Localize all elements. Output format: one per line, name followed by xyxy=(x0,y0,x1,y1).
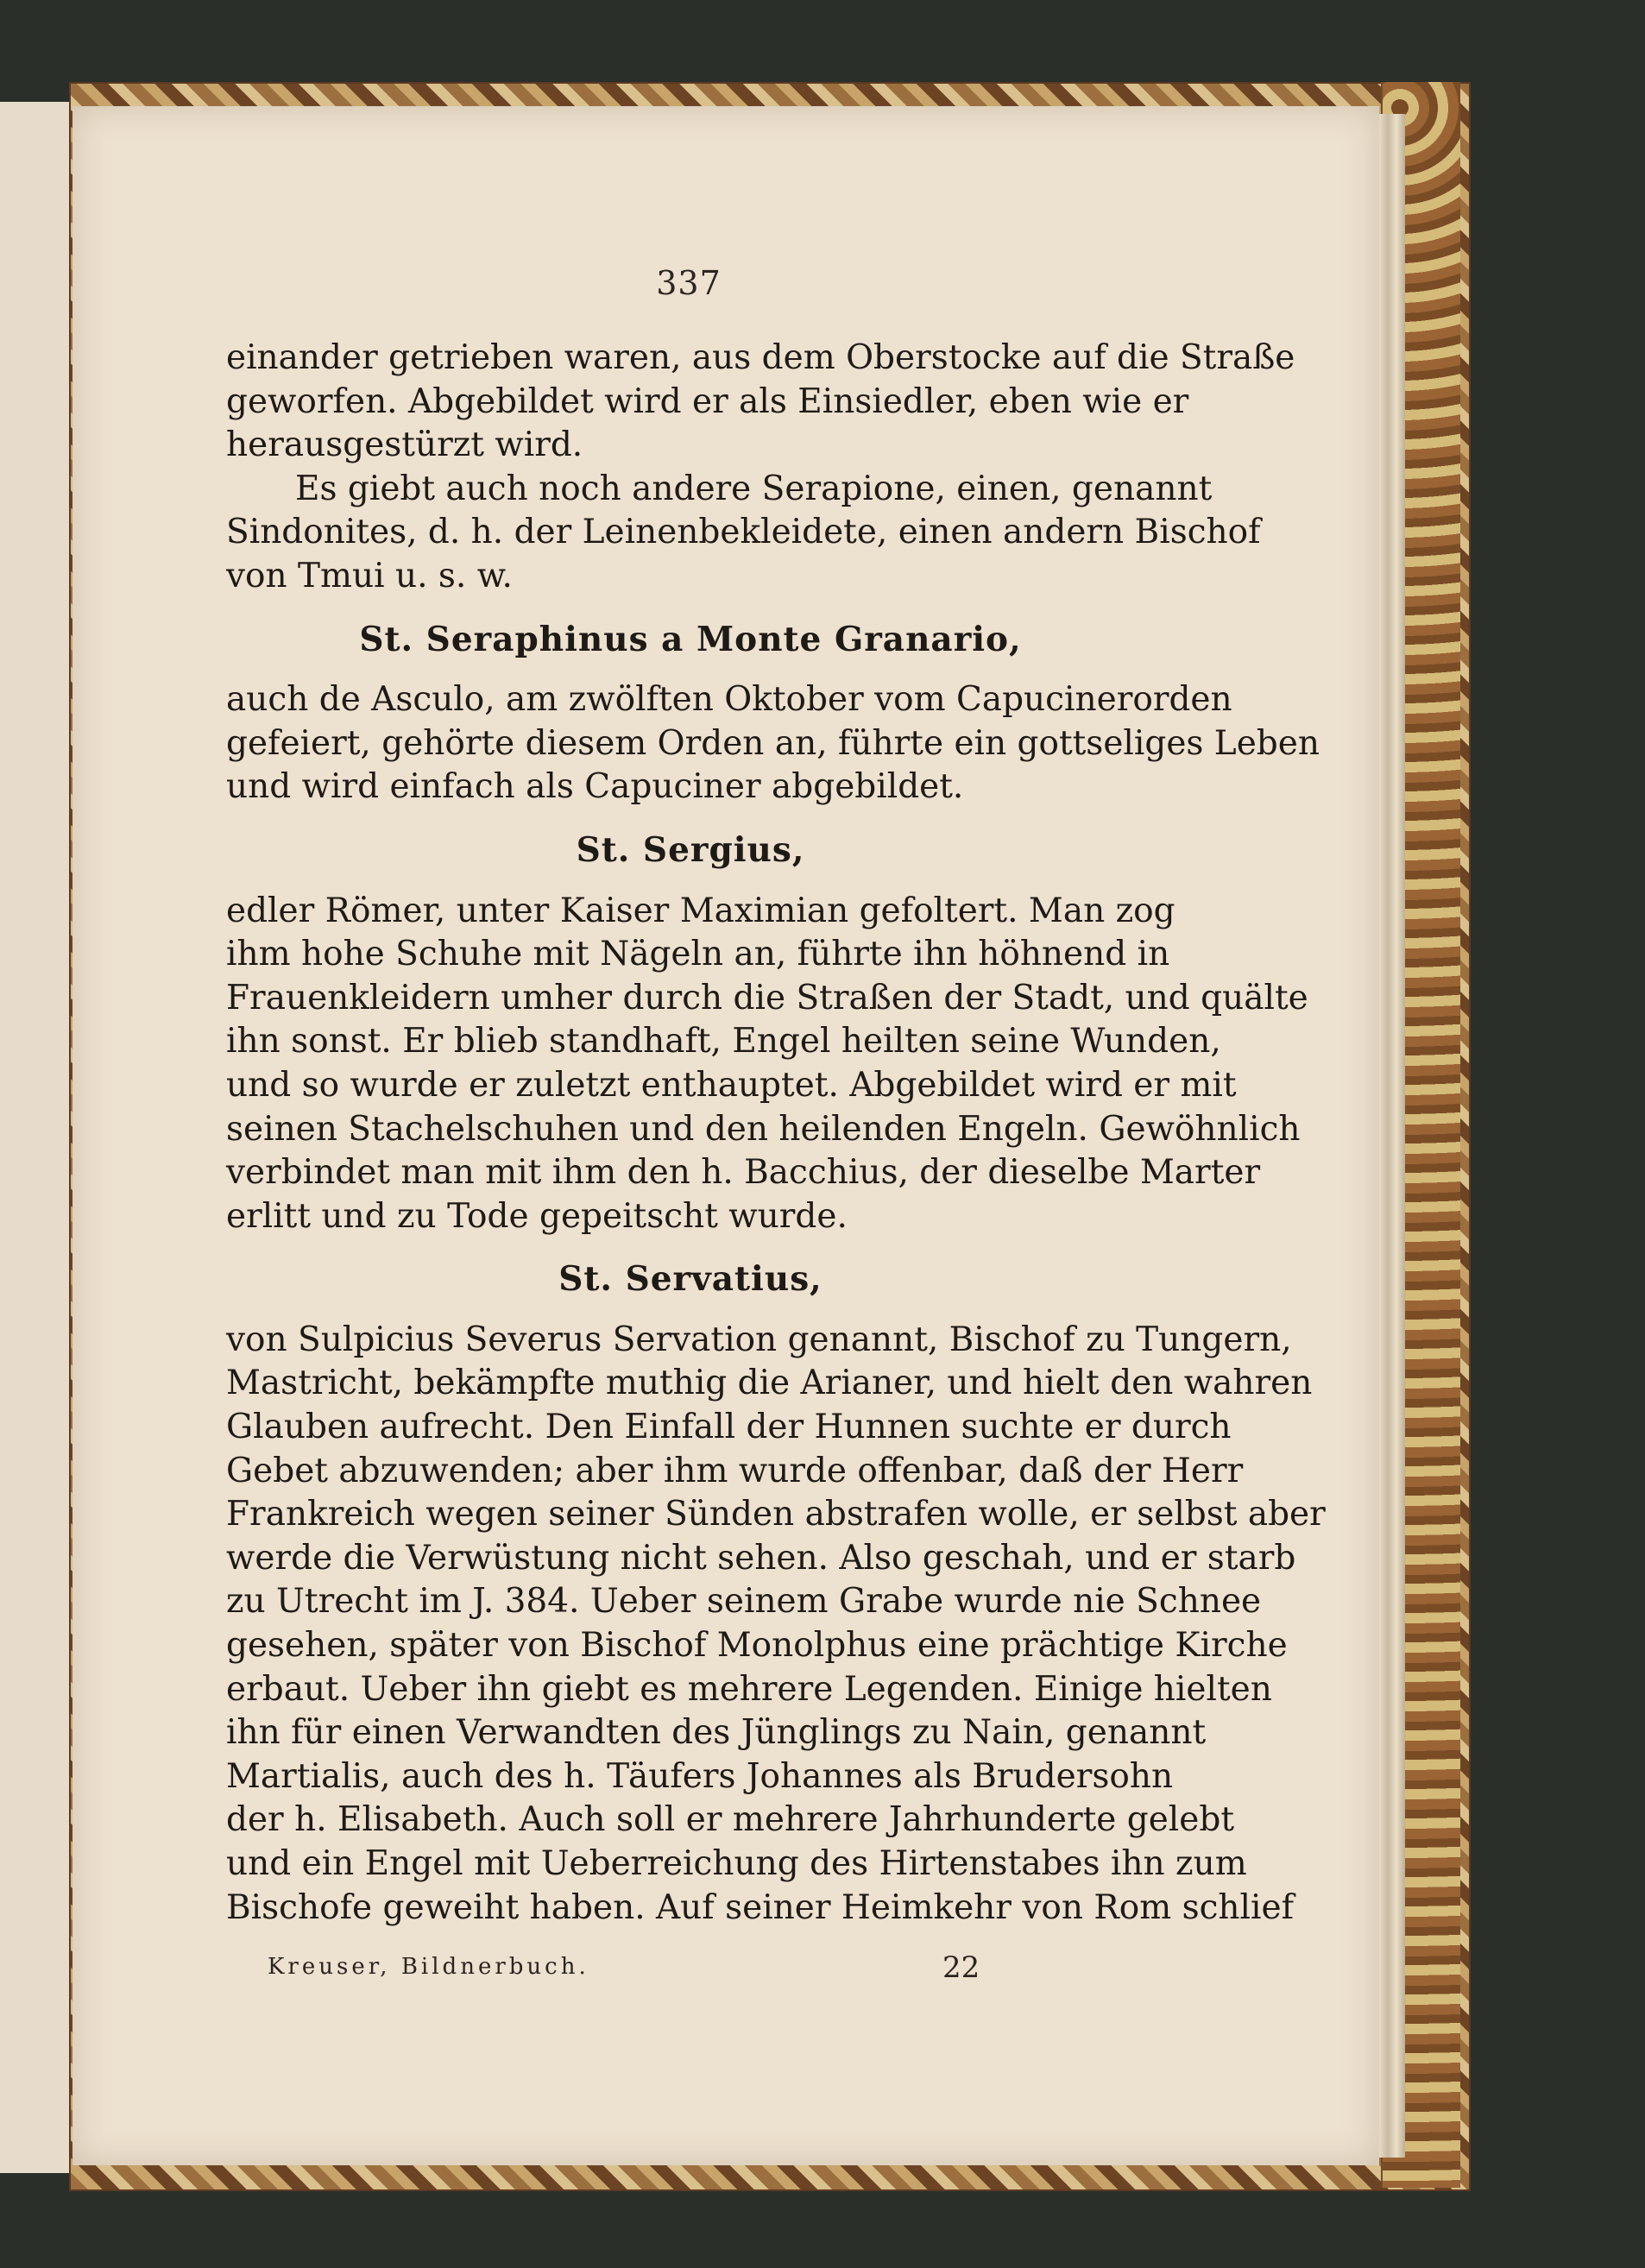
text-line: werde die Verwüstung nicht sehen. Also geschah, und er starb xyxy=(226,1538,1296,1578)
text-line: Es giebt auch noch andere Serapione, einen, genannt xyxy=(295,469,1213,508)
text-line: Sindonites, d. h. der Leinenbekleidete, einen andern Bischof xyxy=(226,513,1261,552)
text-line: gefeiert, gehörte diesem Orden an, führte ein gottseliges Leben xyxy=(226,723,1320,763)
text-line: von Tmui u. s. w. xyxy=(226,556,513,595)
text-line: zu Utrecht im J. 384. Ueber seinem Grabe wurde nie Schnee xyxy=(226,1582,1262,1622)
text-line: und wird einfach als Capuciner abgebildet. xyxy=(226,767,964,807)
section-heading: St. Servatius, xyxy=(558,1259,822,1300)
text-line: gesehen, später von Bischof Monolphus eine prächtige Kirche xyxy=(226,1626,1288,1666)
page-text xyxy=(226,337,1326,1930)
text-line: Mastricht, bekämpfte muthig die Arianer, und hielt den wahren xyxy=(226,1364,1313,1403)
text-line: edler Römer, unter Kaiser Maximian gefoltert. Man zog xyxy=(226,891,1175,930)
text-line: Bischofe geweiht haben. Auf seiner Heimkehr von Rom schlief xyxy=(226,1887,1295,1927)
text-line: und ein Engel mit Ueberreichung des Hirtenstabes ihn zum xyxy=(226,1844,1247,1883)
text-line: Glauben aufrecht. Den Einfall der Hunnen suchte er durch xyxy=(226,1408,1232,1447)
text-line: ihn sonst. Er blieb standhaft, Engel heilten seine Wunden, xyxy=(226,1022,1221,1062)
text-line: ihn für einen Verwandten des Jünglings zu Nain, genannt xyxy=(226,1713,1207,1753)
text-line: Martialis, auch des h. Täufers Johannes als Brudersohn xyxy=(226,1756,1174,1796)
section-heading: St. Seraphinus a Monte Granario, xyxy=(359,619,1022,659)
text-line: erbaut. Ueber ihn giebt es mehrere Legenden. Einige hielten xyxy=(226,1669,1272,1709)
facing-page-edge xyxy=(0,102,72,2173)
text-line: Gebet abzuwenden; aber ihm wurde offenbar, daß der Herr xyxy=(226,1451,1244,1490)
text-line: Frauenkleidern umher durch die Straßen der Stadt, und quälte xyxy=(226,978,1308,1017)
page-stack-edge xyxy=(1379,114,1405,2158)
footer-sheet-number: 22 xyxy=(942,1950,980,1985)
text-line: der h. Elisabeth. Auch soll er mehrere Jahrhunderte gelebt xyxy=(226,1800,1235,1840)
text-line: von Sulpicius Severus Servation genannt, Bischof zu Tungern, xyxy=(226,1320,1292,1359)
text-line: verbindet man mit ihm den h. Bacchius, der dieselbe Marter xyxy=(226,1153,1261,1193)
text-line: Frankreich wegen seiner Sünden abstrafen wolle, er selbst aber xyxy=(226,1495,1326,1534)
section-heading: St. Sergius, xyxy=(576,829,805,870)
text-line: herausgestürzt wird. xyxy=(226,425,583,465)
page-number: 337 xyxy=(656,264,722,302)
text-line: ihm hohe Schuhe mit Nägeln an, führte ihn höhnend in xyxy=(226,935,1170,974)
text-line: einander getrieben waren, aus dem Oberstocke auf die Straße xyxy=(226,338,1295,377)
footer-signature: Kreuser, Bildnerbuch. xyxy=(268,1954,589,1980)
text-line: auch de Asculo, am zwölften Oktober vom Capucinerorden xyxy=(226,680,1232,720)
text-line: erlitt und zu Tode gepeitscht wurde. xyxy=(226,1196,848,1236)
text-line: seinen Stachelschuhen und den heilenden Engeln. Gewöhnlich xyxy=(226,1109,1301,1149)
text-line: geworfen. Abgebildet wird er als Einsiedler, eben wie er xyxy=(226,381,1189,421)
text-line: und so wurde er zuletzt enthauptet. Abgebildet wird er mit xyxy=(226,1065,1237,1105)
